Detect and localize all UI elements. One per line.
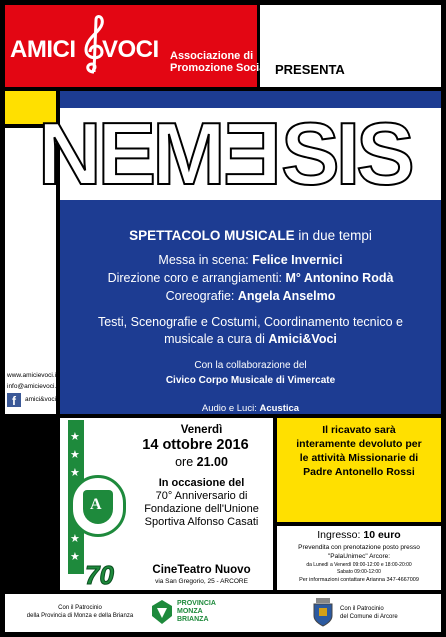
charity-line4: Padre Antonello Rossi [303, 466, 415, 478]
charity-line2: interamente devoluto per [296, 438, 422, 450]
logo-amici: AMICI [10, 36, 76, 63]
contact-email: info@amicievoci.it [7, 383, 60, 390]
regia-name: Felice Invernici [252, 253, 343, 267]
province-line1: PROVINCIA [177, 600, 216, 607]
title-sis: SIS [281, 104, 411, 203]
runner-icon-5: ★ [70, 551, 80, 563]
patron-right-line1: Con il Patrocinio [340, 606, 384, 612]
testi-name: Amici&Voci [268, 332, 337, 346]
info-contact: Per informazioni contattare Arianna 347-4667009 [299, 577, 419, 583]
subtitle-line [60, 228, 441, 243]
province-line3: BRIANZA [177, 616, 209, 623]
presenta-label: PRESENTA [275, 62, 345, 77]
time-label: ore [175, 455, 194, 469]
badge-number: 70 [85, 560, 114, 590]
runner-icon-2: ★ [70, 449, 80, 461]
venue-address: via San Gregorio, 25 - ARCORE [155, 578, 248, 585]
subtitle-bold: SPETTACOLO MUSICALE [129, 228, 295, 243]
patron-left-line2: della Provincia di Monza e della Brianza [26, 613, 134, 619]
prevendita-hours2: Sabato 09:00-12:00 [337, 569, 381, 575]
regia-label: Messa in scena: [158, 253, 249, 267]
association-line1: Associazione di [170, 50, 254, 62]
black-divider-left [5, 418, 56, 590]
logo-voci: VOCI [102, 36, 159, 63]
prevendita-location: "PalaUnimec" Arcore: [327, 553, 391, 560]
runner-icon-4: ★ [70, 533, 80, 545]
coro-label: Direzione coro e arrangiamenti: [107, 271, 282, 285]
coreo-label: Coreografie: [165, 289, 235, 303]
testi-label: musicale a cura di [164, 332, 265, 346]
coro-name: M° Antonino Rodà [285, 271, 394, 285]
patron-left-line1: Con il Patrocinio [58, 605, 102, 611]
event-time-line [130, 455, 273, 469]
title-nem: NEM [38, 104, 222, 203]
event-time: 21.00 [196, 455, 228, 469]
occasion-line4: Sportiva Alfonso Casati [144, 516, 259, 528]
prevendita-text: Prevendita con prenotazione posto presso [298, 544, 420, 551]
venue-name: CineTeatro Nuovo [152, 564, 251, 576]
occasion-line2: 70° Anniversario di [155, 490, 248, 502]
association-line2: Promozione Sociale [170, 62, 275, 74]
occasion-line1: In occasione del [158, 477, 245, 489]
regia-line [60, 253, 441, 267]
ticket-line [277, 529, 441, 541]
patron-right-line2: del Comune di Arcore [340, 614, 398, 620]
event-day: Venerdì [180, 424, 223, 436]
contact-facebook: amici&voci [25, 396, 57, 403]
audio-name: Acustica [259, 403, 300, 414]
collab-line2: Civico Corpo Musicale di Vimercate [165, 375, 336, 386]
province-logo-icon [150, 598, 174, 626]
shield-letter: A [90, 496, 102, 513]
testi-line1: Testi, Scenografie e Costumi, Coordinamento tecnico e [97, 315, 404, 329]
contact-web: www.amicievoci.it [7, 372, 58, 379]
collab-line1: Con la collaborazione del [194, 360, 307, 371]
arcore-crest-icon [312, 596, 334, 628]
runner-icon-3: ★ [70, 467, 80, 479]
audio-line [60, 403, 441, 414]
audio-label: Audio e Luci: [201, 403, 257, 414]
charity-line1: Il ricavato sarà [322, 424, 396, 436]
coro-line [60, 271, 441, 285]
title-mirrored-e: E [223, 104, 282, 203]
subtitle-rest: in due tempi [298, 228, 372, 243]
facebook-icon[interactable]: f [7, 393, 21, 407]
ticket-price: 10 euro [363, 529, 401, 541]
prevendita-hours1: da Lunedì a Venerdì 09:00-12:00 e 18:00-20:00 [306, 562, 412, 568]
charity-line3: le attività Missionarie di [299, 452, 419, 464]
province-line2: MONZA [177, 608, 203, 615]
occasion-line3: Fondazione dell'Unione [144, 503, 259, 515]
ticket-label: Ingresso: [317, 529, 361, 541]
coreo-line [60, 289, 441, 303]
runner-icon-1: ★ [70, 431, 80, 443]
coreo-name: Angela Anselmo [237, 289, 336, 303]
testi-line2 [60, 332, 441, 346]
event-date: 14 ottobre 2016 [142, 437, 249, 453]
uisac-shield-badge [70, 475, 126, 537]
